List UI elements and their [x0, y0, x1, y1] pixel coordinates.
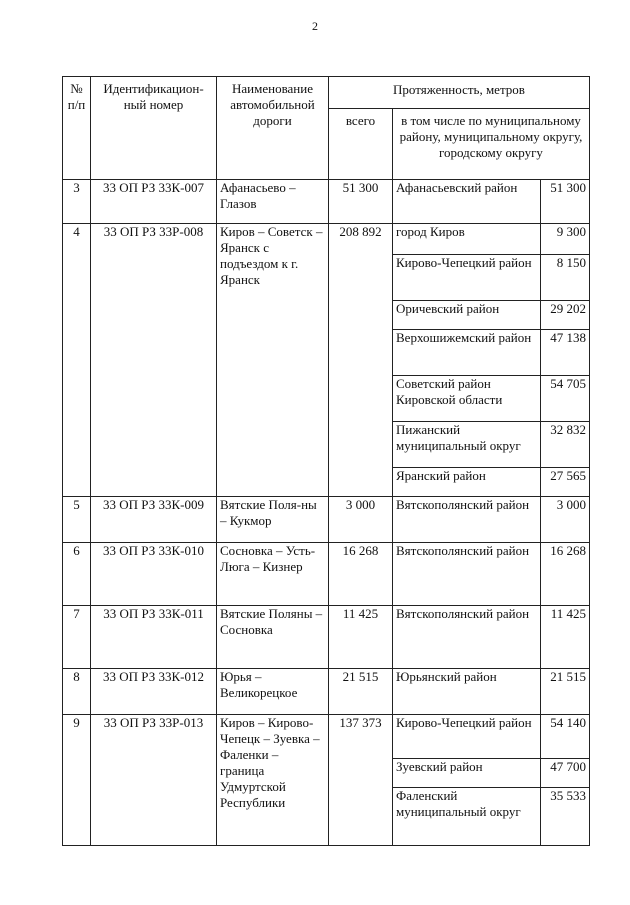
district-name: Фаленский муниципальный округ: [393, 788, 541, 846]
district-name: Вятскополянский район: [393, 606, 541, 669]
table-row: [63, 543, 590, 606]
header-length: Протяженность, метров: [329, 77, 590, 109]
table-row: [63, 669, 590, 715]
district-length: 54 705: [541, 376, 590, 422]
road-total: 51 300: [329, 180, 393, 224]
road-id: 33 ОП РЗ 33К-011: [91, 606, 217, 669]
district-name: Яранский район: [393, 468, 541, 497]
district-length: 3 000: [541, 497, 590, 543]
table-row: [63, 224, 590, 255]
district-name: Афанасьевский район: [393, 180, 541, 224]
road-num: 8: [63, 669, 91, 715]
road-num: 9: [63, 715, 91, 846]
district-name: Советский район Кировской области: [393, 376, 541, 422]
district-length: 16 268: [541, 543, 590, 606]
road-name: Вятские Поля-ны – Кукмор: [217, 497, 329, 543]
district-length: 11 425: [541, 606, 590, 669]
road-name: Сосновка – Усть-Люга – Кизнер: [217, 543, 329, 606]
table-header: [63, 77, 590, 180]
district-name: Верхошижемский район: [393, 330, 541, 376]
road-total: 11 425: [329, 606, 393, 669]
road-id: 33 ОП РЗ 33К-007: [91, 180, 217, 224]
district-length: 27 565: [541, 468, 590, 497]
road-total: 21 515: [329, 669, 393, 715]
road-total: 16 268: [329, 543, 393, 606]
header-num: № п/п: [63, 77, 91, 180]
district-name: город Киров: [393, 224, 541, 255]
road-name: Юрья – Великорецкое: [217, 669, 329, 715]
district-length: 51 300: [541, 180, 590, 224]
district-name: Юрьянский район: [393, 669, 541, 715]
district-name: Кирово-Чепецкий район: [393, 255, 541, 301]
page-number: 2: [312, 19, 318, 33]
district-name: Пижанский муниципальный округ: [393, 422, 541, 468]
road-total: 208 892: [329, 224, 393, 497]
road-num: 3: [63, 180, 91, 224]
road-name: Киров – Кирово-Чепецк – Зуевка – Фаленки – граница Удмуртской Республики: [217, 715, 329, 846]
district-length: 54 140: [541, 715, 590, 759]
district-length: 29 202: [541, 301, 590, 330]
header-total: всего: [329, 109, 393, 180]
header-including: в том числе по муниципальному району, муниципальному округу, городскому округу: [393, 109, 590, 180]
header-id: Идентификацион-ный номер: [91, 77, 217, 180]
road-total: 3 000: [329, 497, 393, 543]
road-total: 137 373: [329, 715, 393, 846]
district-length: 47 138: [541, 330, 590, 376]
table-row: [63, 715, 590, 759]
roads-table: [62, 76, 590, 846]
road-id: 33 ОП РЗ 33К-009: [91, 497, 217, 543]
road-num: 5: [63, 497, 91, 543]
road-name: Киров – Советск – Яранск с подъездом к г. Яранск: [217, 224, 329, 497]
header-name: Наименование автомобильной дороги: [217, 77, 329, 180]
road-id: 33 ОП РЗ 33Р-013: [91, 715, 217, 846]
district-length: 32 832: [541, 422, 590, 468]
road-id: 33 ОП РЗ 33К-012: [91, 669, 217, 715]
district-name: Оричевский район: [393, 301, 541, 330]
district-length: 35 533: [541, 788, 590, 846]
district-name: Вятскополянский район: [393, 543, 541, 606]
table-row: [63, 180, 590, 224]
road-num: 4: [63, 224, 91, 497]
table-row: [63, 497, 590, 543]
road-id: 33 ОП РЗ 33К-010: [91, 543, 217, 606]
road-name: Вятские Поляны – Сосновка: [217, 606, 329, 669]
road-id: 33 ОП РЗ 33Р-008: [91, 224, 217, 497]
district-name: Зуевский район: [393, 759, 541, 788]
district-length: 9 300: [541, 224, 590, 255]
district-length: 47 700: [541, 759, 590, 788]
road-num: 7: [63, 606, 91, 669]
district-name: Кирово-Чепецкий район: [393, 715, 541, 759]
table-row: [63, 606, 590, 669]
road-num: 6: [63, 543, 91, 606]
district-name: Вятскополянский район: [393, 497, 541, 543]
road-name: Афанасьево – Глазов: [217, 180, 329, 224]
district-length: 8 150: [541, 255, 590, 301]
district-length: 21 515: [541, 669, 590, 715]
